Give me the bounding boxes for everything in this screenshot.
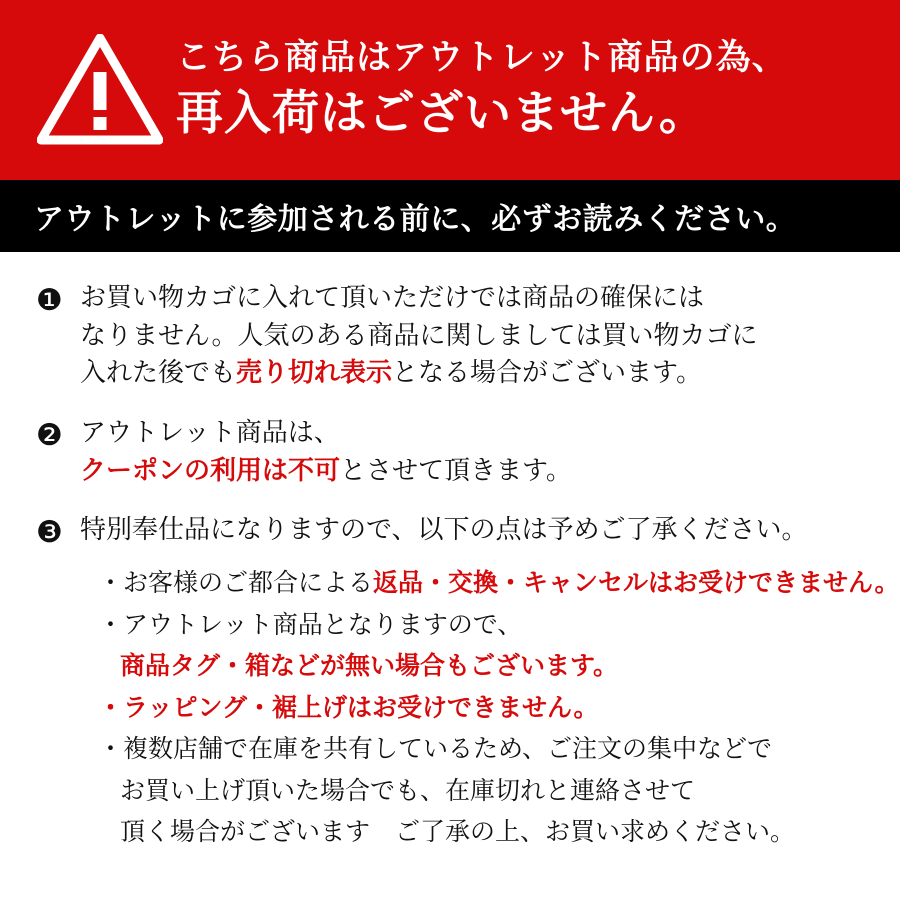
note-text: お買い物カゴに入れて頂いただけでは商品の確保には — [80, 283, 705, 313]
note-text: ・複数店舗で在庫を共有しているため、ご注文の集中などで — [98, 734, 773, 764]
note-text-highlight: 返品・交換・キャンセルはお受けできません。 — [373, 568, 900, 598]
note-text: とさせて頂きます。 — [340, 455, 572, 486]
alert-line-1: こちら商品はアウトレット商品の為、 — [176, 37, 788, 78]
note-item — [36, 415, 870, 490]
note-text: ・アウトレット商品となりますので、 — [98, 609, 523, 639]
note-text: なりません。人気のある商品に関しましては買い物カゴに — [80, 320, 758, 351]
note-number: ❷ — [36, 418, 63, 454]
sub-header-bar — [0, 180, 900, 252]
note-bullet — [98, 813, 900, 851]
note-line — [80, 415, 870, 453]
note-body — [80, 512, 900, 854]
note-body — [80, 415, 870, 490]
sub-header-text: アウトレットに参加される前に、必ずお読みください。 — [34, 202, 797, 237]
note-line — [80, 318, 870, 356]
note-text: アウトレット商品は、 — [80, 418, 340, 449]
note-bullet — [98, 689, 900, 727]
note-text: 入れた後でも — [80, 358, 237, 389]
note-item — [36, 280, 870, 393]
note-text: となる場合がございます。 — [392, 358, 702, 389]
note-bullet — [98, 564, 900, 602]
note-bullet — [98, 606, 900, 644]
note-bullet — [98, 772, 900, 810]
note-line — [80, 355, 870, 393]
note-text-highlight: ・ラッピング・裾上げはお受けできません。 — [98, 692, 599, 722]
note-text: 頂く場合がございます ご了承の上、お買い求めください。 — [120, 817, 796, 847]
note-text-highlight: クーポンの利用は不可 — [80, 455, 341, 486]
notes-list — [0, 252, 900, 855]
note-line — [80, 512, 900, 550]
note-item — [36, 512, 900, 854]
note-text-highlight: 売り切れ表示 — [236, 358, 393, 389]
alert-banner — [0, 0, 900, 180]
note-text: お買い上げ頂いた場合でも、在庫切れと連絡させて — [120, 775, 696, 805]
note-number: ❶ — [36, 283, 63, 318]
note-text: ・お客様のご都合による — [98, 568, 374, 598]
note-line — [80, 280, 870, 318]
alert-line-2: 再入荷はございません。 — [176, 85, 707, 141]
note-sub-list — [80, 564, 900, 851]
note-text-highlight: 商品タグ・箱などが無い場合もございます。 — [120, 651, 619, 681]
warning-triangle-icon — [34, 34, 166, 146]
note-number: ❸ — [36, 515, 63, 551]
alert-text-block — [166, 37, 876, 144]
note-bullet — [98, 647, 900, 685]
note-body — [80, 280, 870, 393]
note-text: 特別奉仕品になりますので、以下の点は予めご了承ください。 — [80, 515, 808, 546]
note-line — [80, 453, 870, 491]
note-bullet — [98, 730, 900, 768]
